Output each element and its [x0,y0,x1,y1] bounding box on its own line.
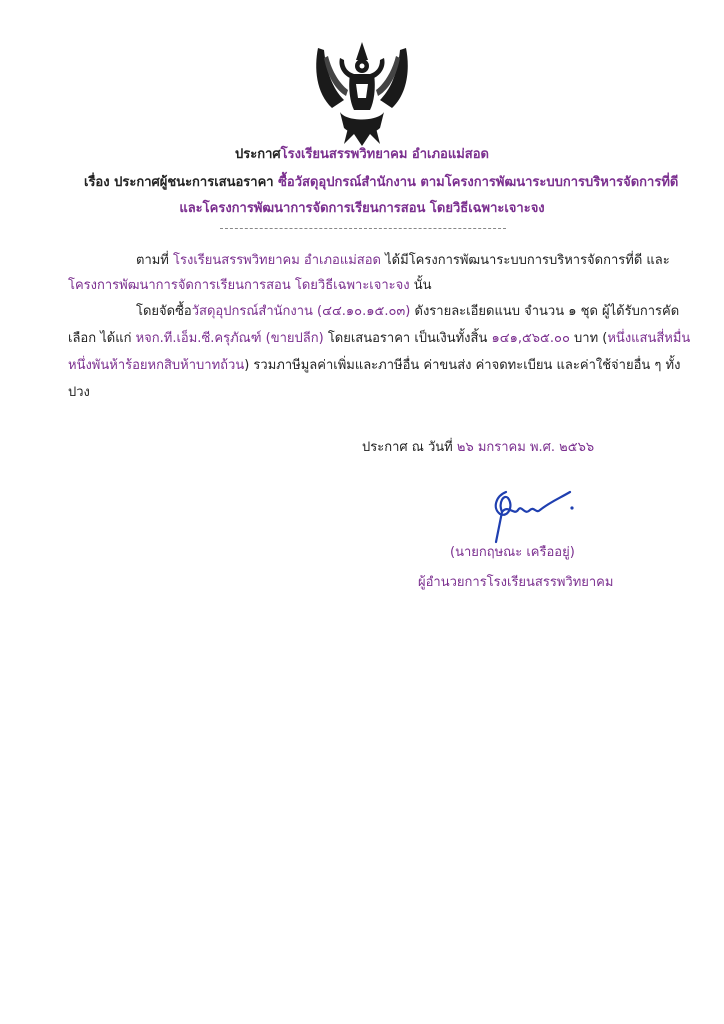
paragraph-1-line-2 [68,277,432,295]
title-school: โรงเรียนสรรพวิทยาคม อำเภอแม่สอด [280,147,489,162]
p2-vendor: หจก.ที.เอ็ม.ซี.ครุภัณฑ์ (ขายปลีก) [135,331,324,346]
subject-prefix: เรื่อง ประกาศผู้ชนะการเสนอราคา [84,175,274,190]
paragraph-2-line-3 [68,357,680,375]
p2-prefix: โดยจัดซื้อ [136,304,192,319]
subject-main: ซื้อวัสดุอุปกรณ์สำนักงาน ตามโครงการพัฒนาระบบการบริหารจัดการที่ดี [278,175,679,190]
p1-prefix: ตามที่ [136,253,169,268]
p2-bid-label: โดยเสนอราคา เป็นเงินทั้งสิ้น [327,331,488,346]
p2-amount-words-b: หนึ่งพันห้าร้อยหกสิบห้าบาทถ้วน [68,358,245,373]
p2-mid: ดังรายละเอียดแนบ จำนวน ๑ ชุด ผู้ได้รับการคัด [414,304,680,319]
p1-school: โรงเรียนสรรพวิทยาคม อำเภอแม่สอด [173,253,381,268]
separator-line [220,228,506,229]
announce-prefix: ประกาศ ณ วันที่ [362,440,453,455]
p2-amount-words-a: หนึ่งแสนสี่หมื่น [607,331,691,346]
garuda-emblem-icon [310,38,414,148]
p2-selected-label: เลือก ได้แก่ [68,331,132,346]
subject-line-1 [84,174,678,192]
title-prefix: ประกาศ [235,147,281,162]
paragraph-2-line-2 [68,330,690,348]
announcement-title [0,146,724,164]
announce-date: ๒๖ มกราคม พ.ศ. ๒๕๖๖ [456,440,595,455]
p2-amount: ๑๔๑,๕๖๕.๐๐ [491,331,570,346]
p2-baht: บาท ( [574,331,608,346]
paragraph-2-line-1 [136,303,679,321]
p1-mid: ได้มีโครงการพัฒนาระบบการบริหารจัดการที่ดี และ [385,253,670,268]
p1-end: นั้น [413,278,432,293]
p2-rest: ) รวมภาษีมูลค่าเพิ่มและภาษีอื่น ค่าขนส่ง ค่าจดทะเบียน และค่าใช้จ่ายอื่น ๆ ทั้ง [244,358,681,373]
paragraph-2-line-4: ปวง [68,385,90,400]
signer-position: ผู้อำนวยการโรงเรียนสรรพวิทยาคม [418,575,614,590]
signer-name: (นายกฤษณะ เครืออยู่) [450,545,575,560]
announce-date-line [362,439,594,457]
p1-projects: โครงการพัฒนาการจัดการเรียนการสอน โดยวิธีเฉพาะเจาะจง [68,278,410,293]
paragraph-1-line-1 [136,252,670,270]
handwritten-signature [478,486,578,544]
subject-line-2: และโครงการพัฒนาการจัดการเรียนการสอน โดยวิธีเฉพาะเจาะจง [179,201,545,216]
p2-item: วัสดุอุปกรณ์สำนักงาน (๔๔.๑๐.๑๕.๐๓) [191,304,411,319]
